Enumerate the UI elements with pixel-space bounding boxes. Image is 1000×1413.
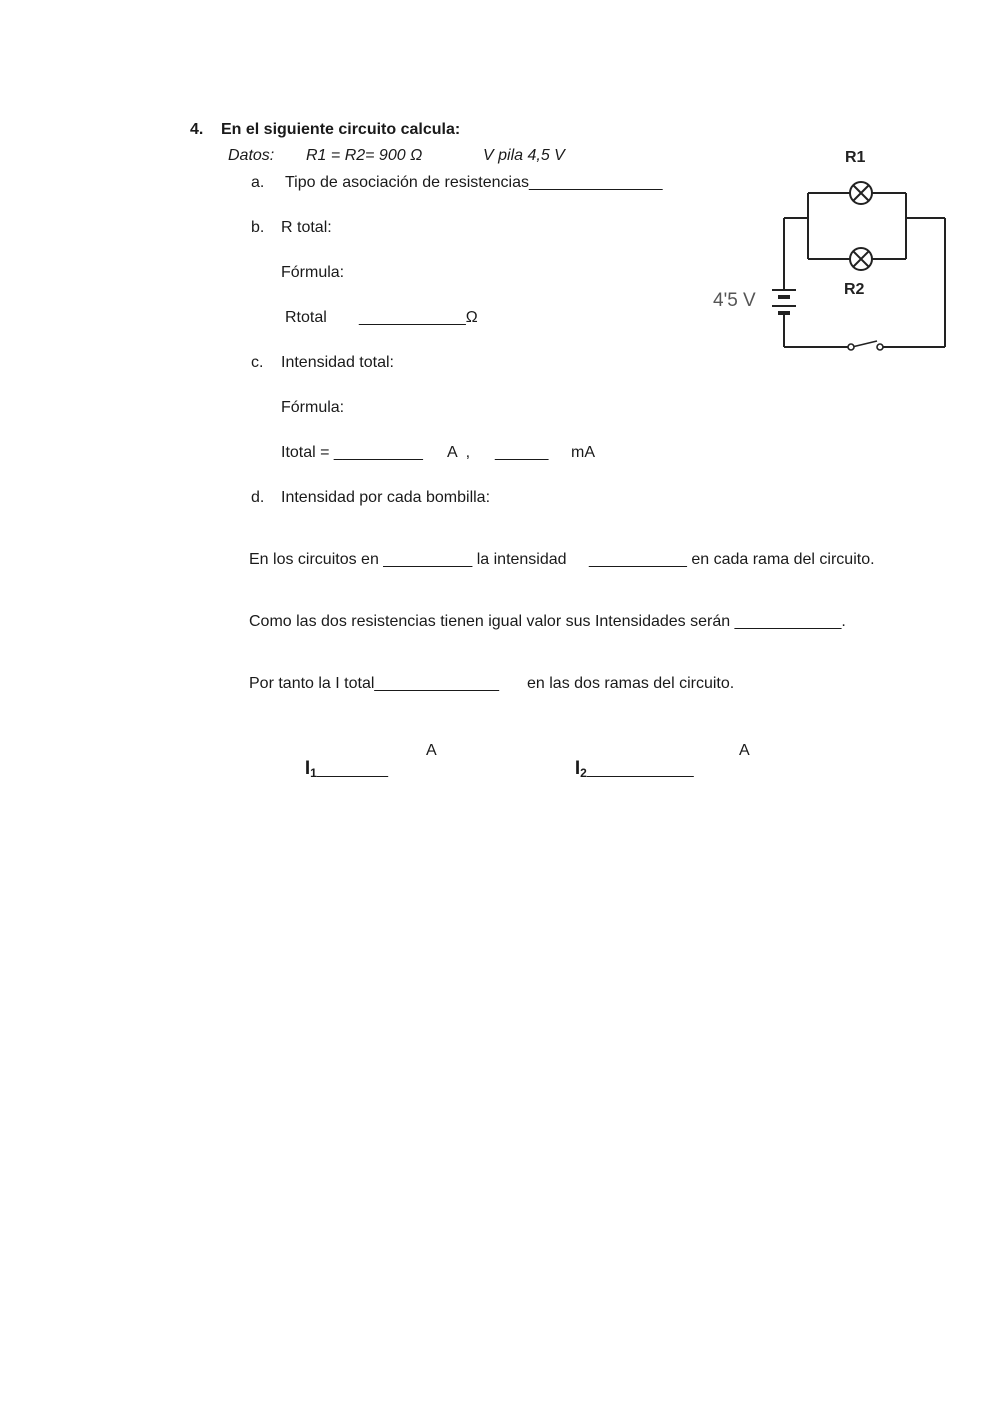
item-b-rtotal-blank: ____________Ω (359, 309, 478, 326)
item-a-text: Tipo de asociación de resistencias_______________ (285, 174, 663, 191)
r2-label: R2 (844, 281, 865, 298)
circuit-diagram (700, 140, 960, 360)
i2-subscript: 2 (580, 766, 587, 780)
paragraph-3b: en las dos ramas del circuito. (527, 675, 735, 692)
i1-blank: ________ (316, 761, 389, 778)
voltage-label: 4'5 V (713, 290, 756, 311)
item-b-rtotal-label: Rtotal (285, 309, 327, 326)
datos-resistances: R1 = R2= 900 Ω (306, 147, 423, 164)
datos-label: Datos: (228, 147, 275, 164)
question-title: En el siguiente circuito calcula: (221, 121, 461, 138)
i2-letter: I (574, 758, 581, 779)
item-c-unit-ma: mA (571, 444, 595, 461)
item-b-formula: Fórmula: (281, 264, 345, 281)
lamp-r1-icon (850, 182, 872, 204)
current-i2-unit: A (739, 742, 750, 759)
item-c-text: Intensidad total: (281, 354, 394, 371)
item-a-letter: a. (251, 174, 265, 191)
i2-blank: ____________ (586, 761, 694, 778)
paragraph-1a: En los circuitos en __________ la intensidad (249, 551, 567, 568)
item-d-text: Intensidad por cada bombilla: (281, 489, 491, 506)
item-c-letter: c. (251, 354, 264, 371)
switch-icon (848, 341, 883, 350)
item-d-letter: d. (251, 489, 265, 506)
item-b-text: R total: (281, 219, 332, 236)
datos-voltage: V pila 4,5 V (483, 147, 565, 164)
lamp-r2-icon (850, 248, 872, 270)
i1-letter: I (304, 758, 311, 779)
paragraph-3a: Por tanto la I total______________ (249, 675, 499, 692)
battery-icon (772, 290, 796, 313)
paragraph-1b: ___________ en cada rama del circuito. (589, 551, 875, 568)
r1-label: R1 (845, 149, 866, 166)
i1-subscript: 1 (310, 766, 317, 780)
item-c-blank-ma: ______ (495, 444, 549, 461)
item-c-unit-a: A , (447, 444, 471, 461)
current-i1 (296, 739, 388, 783)
question-number: 4. (190, 121, 204, 138)
current-i1-unit: A (426, 742, 437, 759)
current-i2 (566, 739, 694, 783)
paragraph-2: Como las dos resistencias tienen igual valor sus Intensidades serán ____________. (249, 613, 846, 630)
item-b-letter: b. (251, 219, 265, 236)
item-c-formula: Fórmula: (281, 399, 345, 416)
item-c-itotal: Itotal = __________ (281, 444, 423, 461)
